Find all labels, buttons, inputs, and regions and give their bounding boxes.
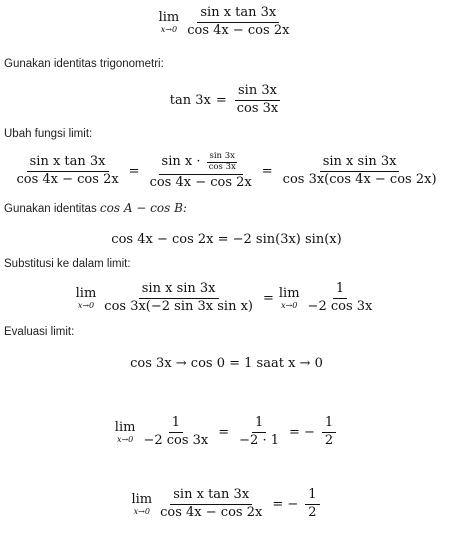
step-label-identity: Gunakan identitas trigonometri: (4, 58, 164, 70)
fraction: $\frac{\text{sin x tan 3x}}{\cos 4x - \cos 2x}$ (16, 153, 119, 187)
limit-operator: lim x→0 (158, 9, 180, 34)
fraction: $\frac{1}{2}$ (322, 416, 336, 449)
fraction: $\frac{1}{-2 \cos 3x}$ (143, 415, 209, 448)
limit-operator: lim x→0 (131, 491, 153, 516)
equation-tan-identity: tan 3x = $\frac{\sin 3x}{\cos 3x}$ (0, 84, 453, 117)
limit-operator: lim x→0 (75, 285, 97, 310)
equation-cos-difference: cos 4x − cos 2x = −2 sin(3x) sin(x) (111, 231, 342, 247)
limit-operator: lim x→0 (114, 419, 136, 444)
equation-evaluated-limit: lim x→0 $\frac{1}{-2 \cos 3x}$ = $\frac{1}{-2 \cdot 1}$ = − $\frac{1}{2}$ (0, 416, 453, 449)
fraction: $\frac{\sin 3x}{\cos 3x}$ (236, 83, 279, 116)
step-label-transform: Ubah fungsi limit: (4, 128, 93, 140)
equation-cos-limit: cos 3x → cos 0 = 1 saat x → 0 (130, 355, 323, 371)
fraction: $\frac{1}{-2 \cos 3x}$ (307, 281, 373, 314)
equation-initial-limit (0, 6, 453, 39)
equation-transform: $\frac{\text{sin x tan 3x}}{\cos 4x - \cos 2x}$ = sin x · $\frac{\sin 3x}{\cos 3x}$ cos 4x − cos 2x = $\frac{\text{sin x sin 3x}}{\cos 3x(\cos 4x - \cos 2x)}$ (0, 152, 453, 190)
fraction: sin x · $\frac{\sin 3x}{\cos 3x}$ cos 4x − cos 2x (149, 151, 252, 190)
step-label-cos-identity: Gunakan identitas cos A − cos B: (4, 201, 187, 215)
equation-final-result: lim x→0 $\frac{\text{sin x tan 3x}}{\cos 4x - \cos 2x}$ = − $\frac{1}{2}$ (0, 488, 453, 521)
fraction: $\frac{1}{2}$ (305, 488, 319, 521)
fraction: $\frac{\text{sin x tan 3x}}{\cos 4x - \cos 2x}$ (160, 487, 263, 520)
step-label-evaluate: Evaluasi limit: (4, 326, 75, 338)
equation-substituted-limit: lim x→0 $\frac{\text{sin x sin 3x}}{\text{cos 3x(−2 sin 3x sin x)}}$ = lim x→0 $\frac{1}{-2 \cos 3x}$ (0, 282, 453, 315)
fraction: $\frac{\text{sin x sin 3x}}{\cos 3x(\cos 4x - \cos 2x)}$ (282, 153, 437, 187)
nested-fraction: $\frac{\sin 3x}{\cos 3x}$ (208, 151, 236, 172)
fraction: $\frac{\text{sin x sin 3x}}{\text{cos 3x(−2 sin 3x sin x)}}$ (104, 281, 253, 314)
step-label-substitute: Substitusi ke dalam limit: (4, 258, 131, 270)
fraction: $\frac{1}{-2 \cdot 1}$ (239, 415, 279, 448)
limit-operator: lim x→0 (278, 285, 300, 310)
fraction: $\frac{\text{sin x tan 3x}}{\cos 4x - \cos 2x}$ (187, 5, 290, 38)
